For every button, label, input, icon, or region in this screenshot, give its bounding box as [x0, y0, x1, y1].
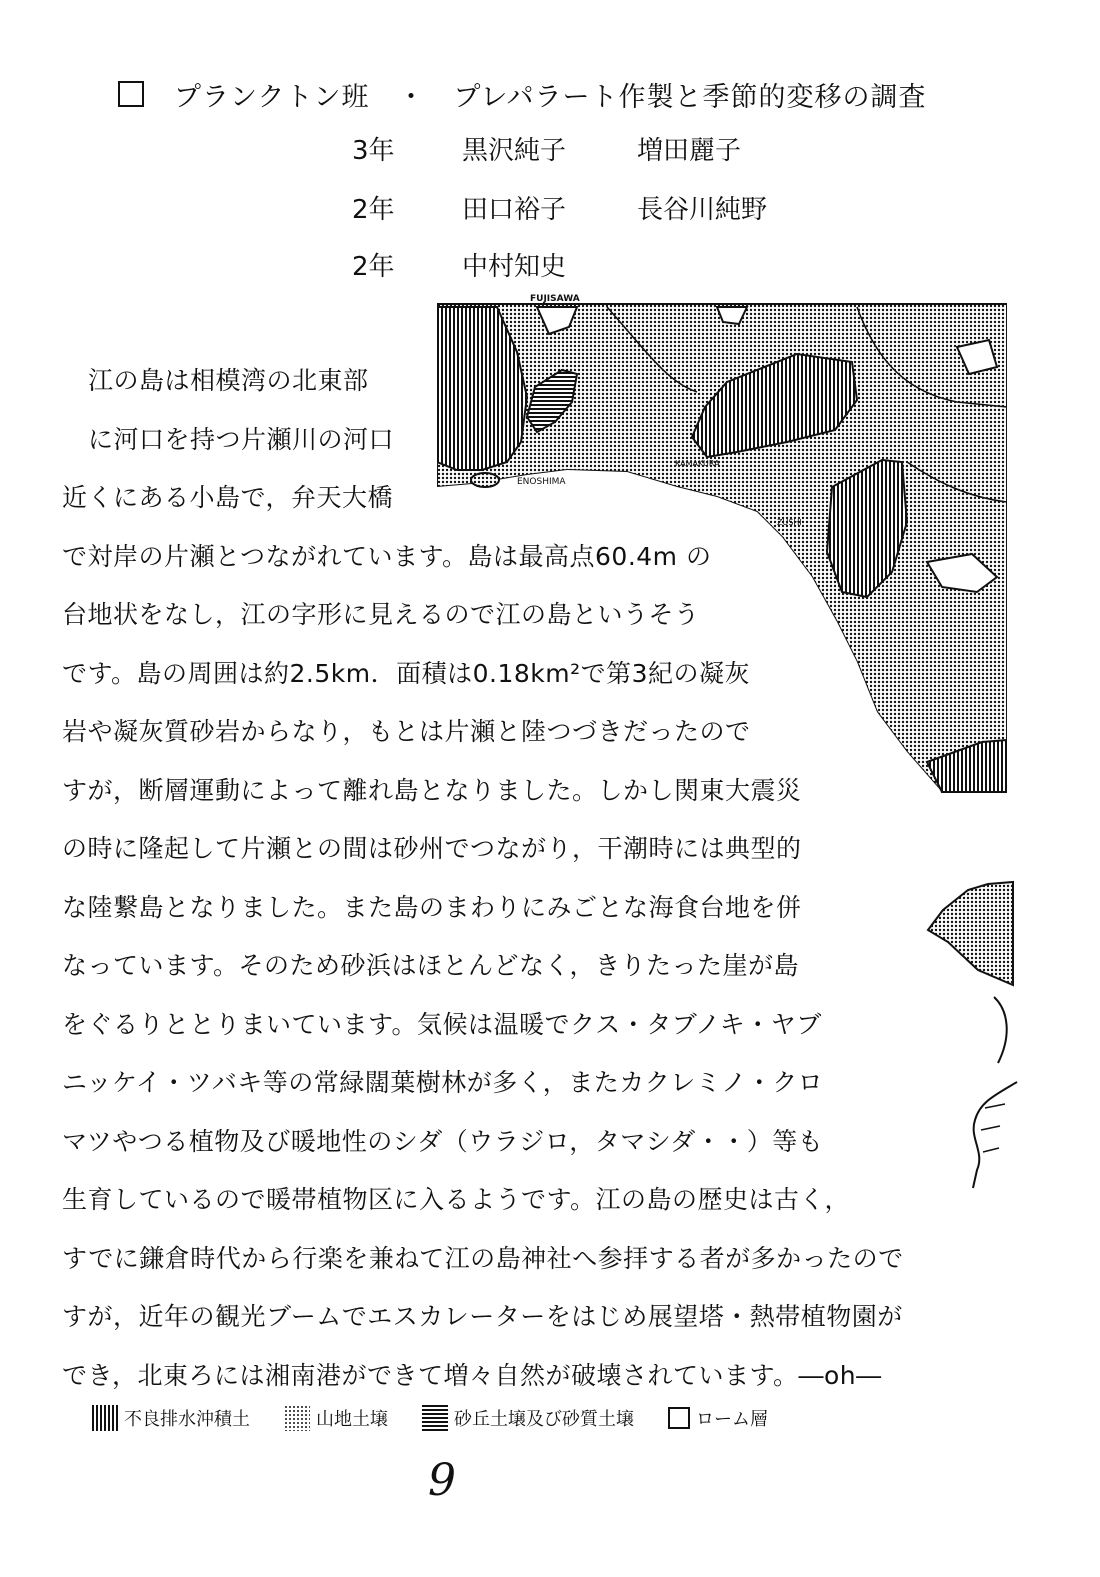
map-fragment	[990, 995, 1020, 1069]
map-fragment	[965, 1080, 1025, 1194]
body-line: で対岸の片瀬とつながれています。島は最高点60.4m の	[62, 541, 712, 571]
body-line: でき，北東ろには湘南港ができて増々自然が破壊されています。―oh―	[62, 1360, 882, 1390]
map-label-enoshima: ENOSHIMA	[517, 477, 566, 487]
map-label-fujisawa: FUJISAWA	[530, 294, 580, 304]
legend-swatch-vertical-lines	[92, 1405, 118, 1431]
body-paragraph	[62, 469, 904, 1405]
page-number: 9	[428, 1455, 456, 1506]
body-paragraph-start	[88, 352, 394, 469]
legend-label: ローム層	[696, 1409, 768, 1430]
member-name: 黒沢純子	[462, 135, 567, 166]
member-row	[352, 128, 812, 168]
member-grade: 3年	[352, 135, 395, 166]
legend-item	[668, 1405, 768, 1431]
body-line: 岩や凝灰質砂岩からなり，もとは片瀬と陸つづきだったので	[62, 717, 751, 746]
body-line: 近くにある小島で，弁天大橋	[62, 483, 394, 512]
title-separator: ・	[397, 81, 426, 113]
member-grade: 2年	[352, 194, 395, 225]
legend-item	[422, 1405, 634, 1431]
body-line: 台地状をなし，江の字形に見えるので江の島というそう	[62, 600, 700, 629]
body-line: すが，近年の観光ブームでエスカレーターをはじめ展望塔・熱帯植物園が	[62, 1302, 903, 1331]
body-line: なっています。そのため砂浜はほとんどなく，きりたった崖が島	[62, 951, 800, 980]
legend-label: 山地土壌	[316, 1409, 388, 1430]
title-team: プランクトン班	[174, 81, 370, 113]
body-line: 生育しているので暖帯植物区に入るようです。江の島の歴史は古く，	[62, 1185, 851, 1214]
body-line: ニッケイ・ツバキ等の常緑闊葉樹林が多く，またカクレミノ・クロ	[62, 1068, 824, 1097]
body-line: 江の島は相模湾の北東部	[88, 366, 369, 395]
body-line: な陸繋島となりました。また島のまわりにみごとな海食台地を併	[62, 892, 802, 922]
legend-swatch-horizontal-lines	[422, 1405, 448, 1431]
body-line: の時に隆起して片瀬との間は砂州でつながり，干潮時には典型的	[62, 834, 802, 863]
body-line: です。島の周囲は約2.5km．面積は0.18km²で第3紀の凝灰	[62, 658, 751, 688]
legend-item	[284, 1405, 388, 1431]
member-row	[352, 244, 637, 284]
legend-swatch-empty	[668, 1407, 690, 1429]
title-checkbox	[118, 81, 144, 107]
member-name: 増田麗子	[637, 135, 742, 166]
legend-swatch-dots	[284, 1405, 310, 1431]
title-subject: プレパラート作製と季節的変移の調査	[453, 81, 927, 113]
title-line	[118, 74, 927, 114]
legend-item	[92, 1405, 250, 1431]
map-fragment	[918, 880, 1018, 994]
map-label-kamakura: KAMAKURA	[675, 459, 720, 468]
body-line: すが，断層運動によって離れ島となりました。しかし関東大震災	[62, 775, 802, 805]
legend-label: 砂丘土壌及び砂質土壌	[454, 1409, 634, 1430]
member-name: 田口裕子	[462, 194, 567, 225]
member-row	[352, 187, 812, 227]
legend-label: 不良排水沖積土	[124, 1409, 250, 1430]
body-line: マツやつる植物及び暖地性のシダ（ウラジロ，タマシダ・・）等も	[62, 1126, 824, 1156]
map-legend	[92, 1405, 802, 1431]
member-name: 中村知史	[462, 251, 567, 282]
body-line: をぐるりととりまいています。気候は温暖でクス・タブノキ・ヤブ	[62, 1009, 822, 1039]
map-label-zushi: ZUSHI	[777, 518, 802, 527]
body-line: に河口を持つ片瀬川の河口	[88, 424, 395, 454]
body-line: すでに鎌倉時代から行楽を兼ねて江の島神社へ参拝する者が多かったので	[62, 1243, 904, 1273]
member-grade: 2年	[352, 251, 395, 282]
member-name: 長谷川純野	[637, 194, 768, 225]
